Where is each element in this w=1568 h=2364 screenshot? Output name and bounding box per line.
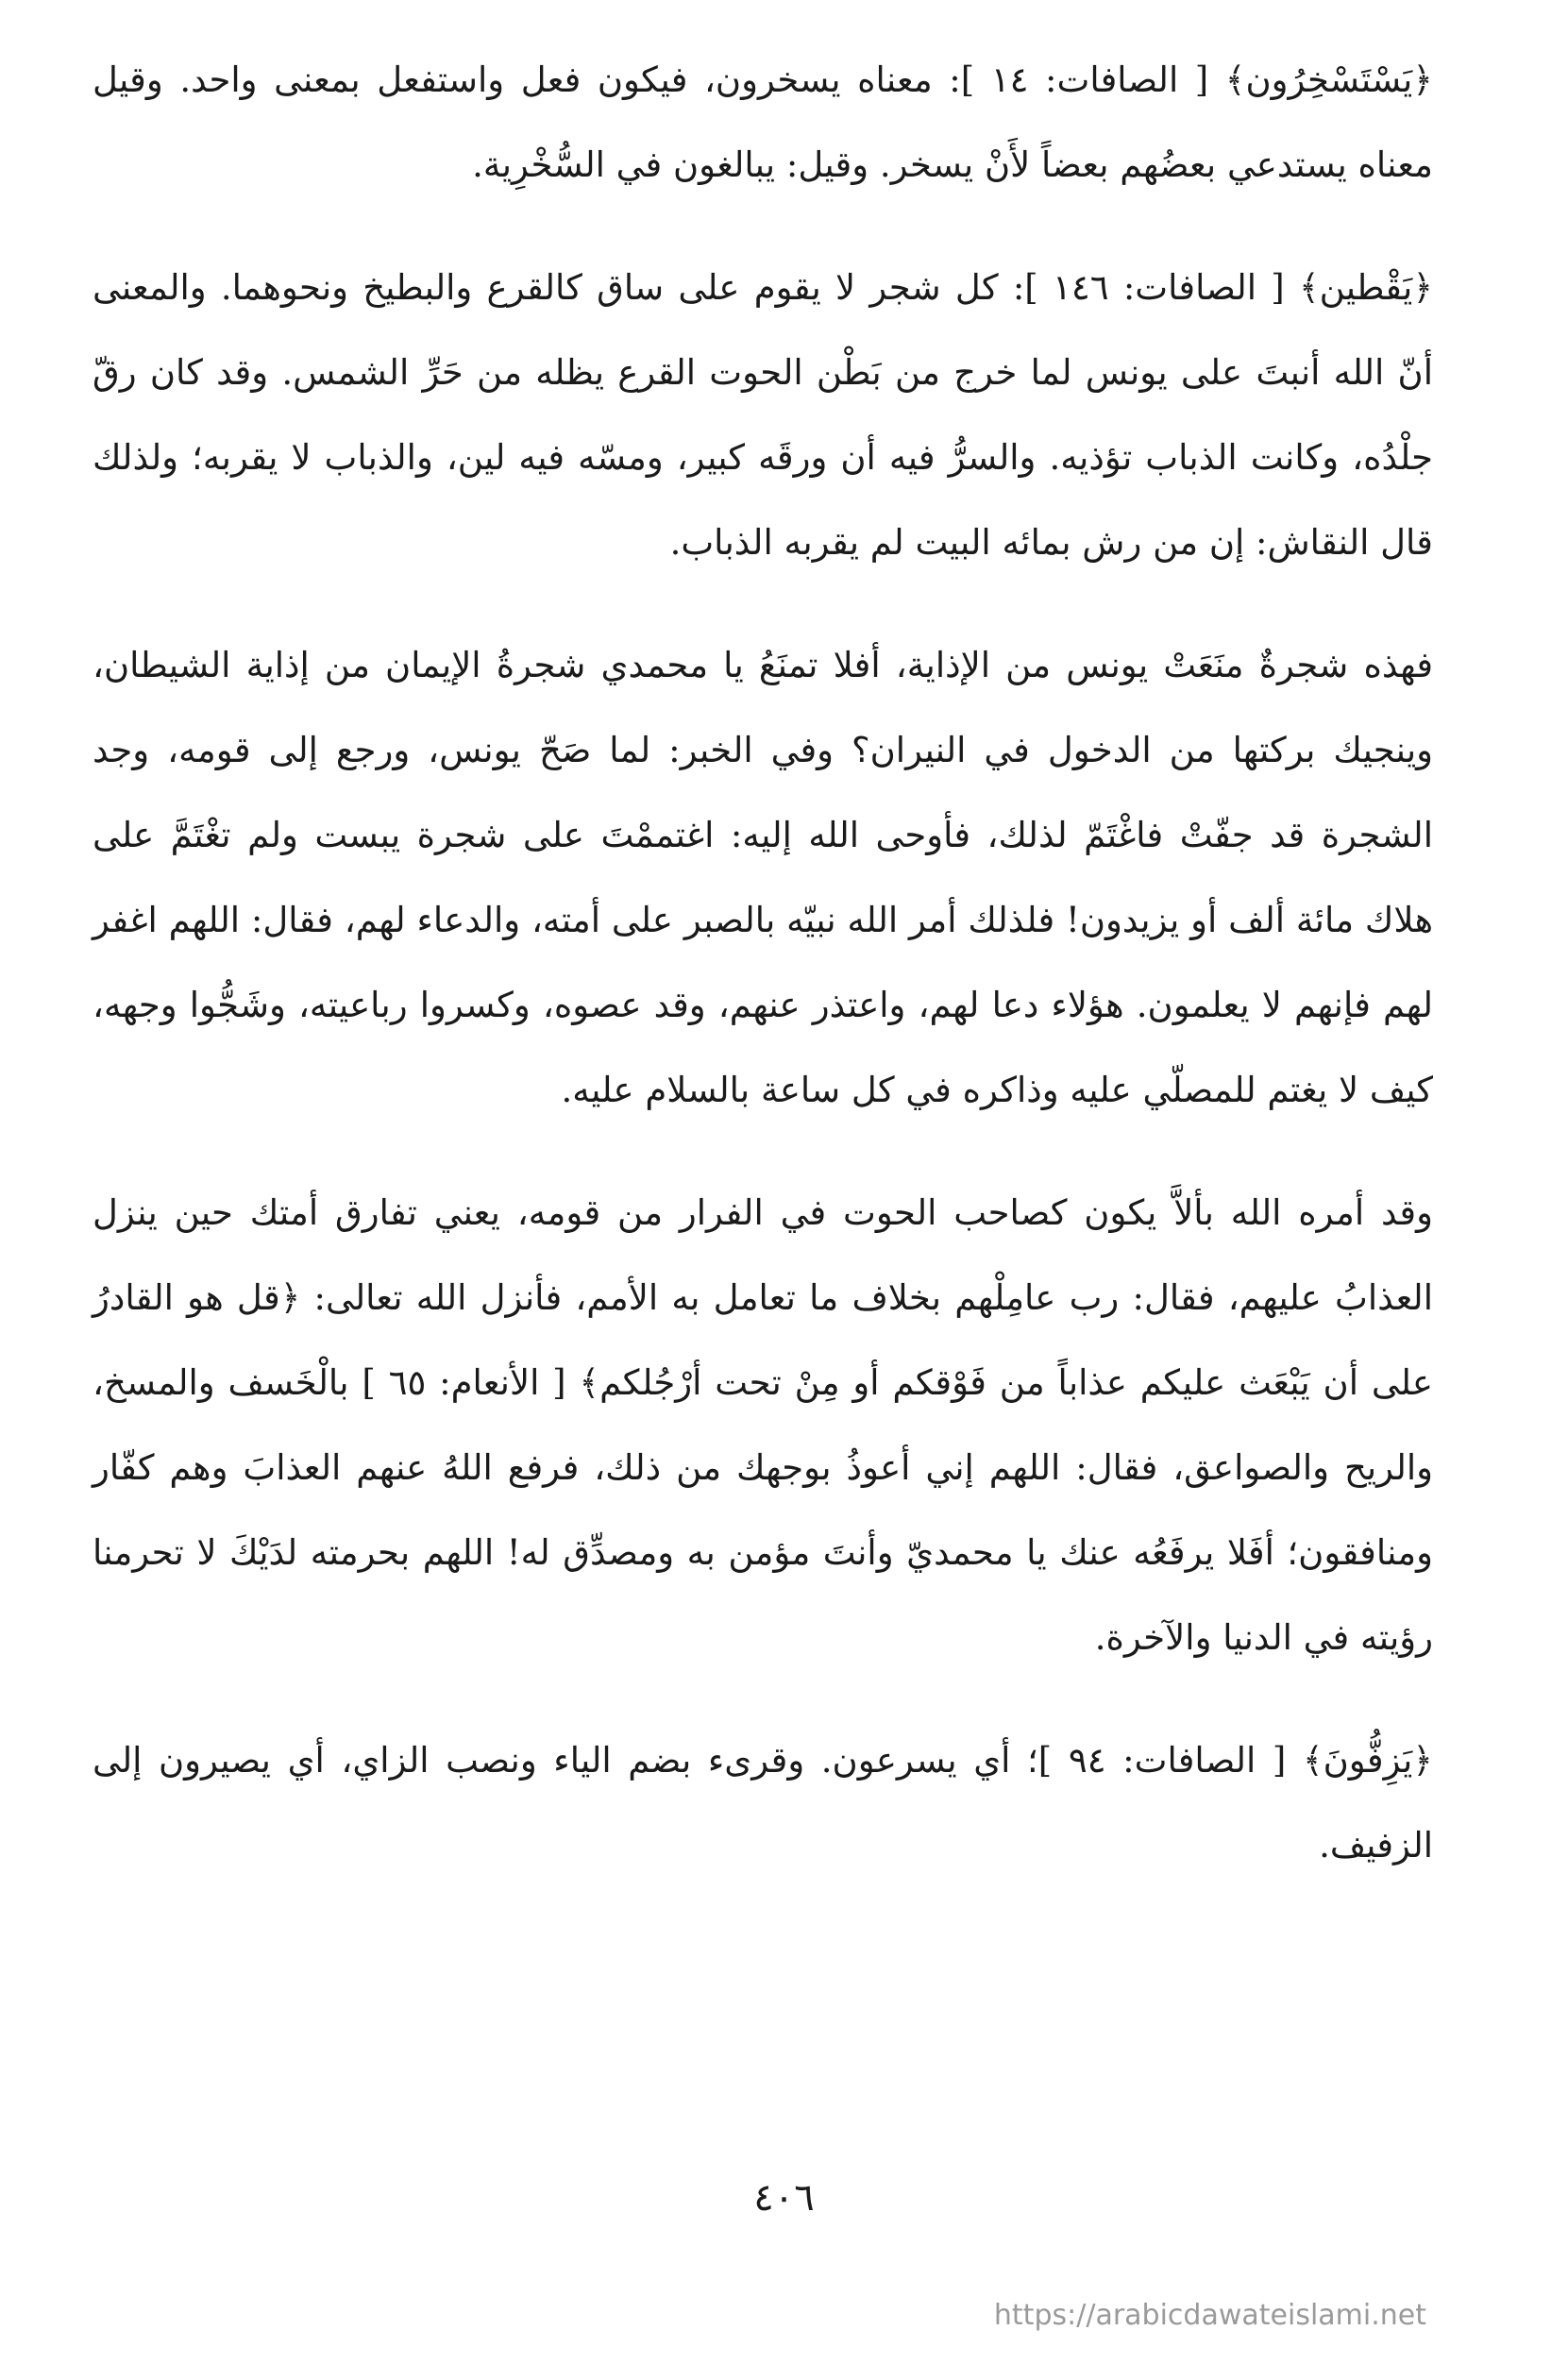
page-body xyxy=(93,38,1433,2266)
paragraph-punishment: وقد أمره الله بألاَّ يكون كصاحب الحوت في الفرار من قومه، يعني تفارق أمتك حين ينزل العذابُ عليهم، فقال: رب عامِلْهم بخلاف ما تعامل به الأمم، فأنزل الله تعالى: ﴿قل هو القادرُ على أن يَبْعَث عليكم عذاباً من فَوْقكم أو مِنْ تحت أرْجُلكم﴾ [ الأنعام: ٦٥ ] بالْخَسف والمسخ، والريح والصواعق، فقال: اللهم إني أعوذُ بوجهك من ذلك، فرفع اللهُ عنهم العذابَ وهم كفّار ومنافقون؛ أفَلا يرفَعُه عنك يا محمديّ وأنتَ مؤمن به ومصدِّق له! اللهم بحرمته لدَيْكَ لا تحرمنا رؤيته في الدنيا والآخرة. xyxy=(93,1192,1433,1658)
paragraph-yaziffun: ﴿يَزِفُّونَ﴾ [ الصافات: ٩٤ ]؛ أي يسرعون. وقرىء بضم الياء ونصب الزاي، أي يصيرون إلى الزفيف. xyxy=(93,1740,1433,1866)
paragraph-yunus-tree: فهذه شجرةٌ منَعَتْ يونس من الإذاية، أفلا تمنَعُ يا محمدي شجرةُ الإيمان من إذاية الشيطان، وينجيك بركتها من الدخول في النيران؟ وفي الخبر: لما صَحّ يونس، ورجع إلى قومه، وجد الشجرة قد جفّتْ فاغْتَمّ لذلك، فأوحى الله إليه: اغتممْتَ على شجرة يبست ولم تغْتَمَّ على هلاك مائة ألف أو يزيدون! فلذلك أمر الله نبيّه بالصبر على أمته، والدعاء لهم، فقال: اللهم اغفر لهم فإنهم لا يعلمون. هؤلاء دعا لهم، واعتذر عنهم، وقد عصوه، وكسروا رباعيته، وشَجُّوا وجهه، كيف لا يغتم للمصلّي عليه وذاكره في كل ساعة بالسلام عليه. xyxy=(93,645,1433,1110)
watermark-url: https://arabicdawateislami.net xyxy=(993,2299,1426,2332)
paragraph-yaqtin: ﴿يَقْطين﴾ [ الصافات: ١٤٦ ]: كل شجر لا يقوم على ساق كالقرع والبطيخ ونحوهما. والمعنى أنّ الله أنبتَ على يونس لما خرج من بَطْن الحوت القرع يظله من حَرِّ الشمس. وقد كان رقّ جلْدُه، وكانت الذباب تؤذيه. والسرُّ فيه أن ورقَه كبير، ومسّه فيه لين، والذباب لا يقربه؛ ولذلك قال النقاش: إن من رش بمائه البيت لم يقربه الذباب. xyxy=(93,267,1433,563)
paragraph-yastaskhirun: ﴿يَسْتَسْخِرُون﴾ [ الصافات: ١٤ ]: معناه يسخرون، فيكون فعل واستفعل بمعنى واحد. وقيل معناه يستدعي بعضُهم بعضاً لأَنْ يسخر. وقيل: يبالغون في السُّخْرِية. xyxy=(93,59,1433,185)
page-number: ٤٠٦ xyxy=(753,2176,815,2220)
